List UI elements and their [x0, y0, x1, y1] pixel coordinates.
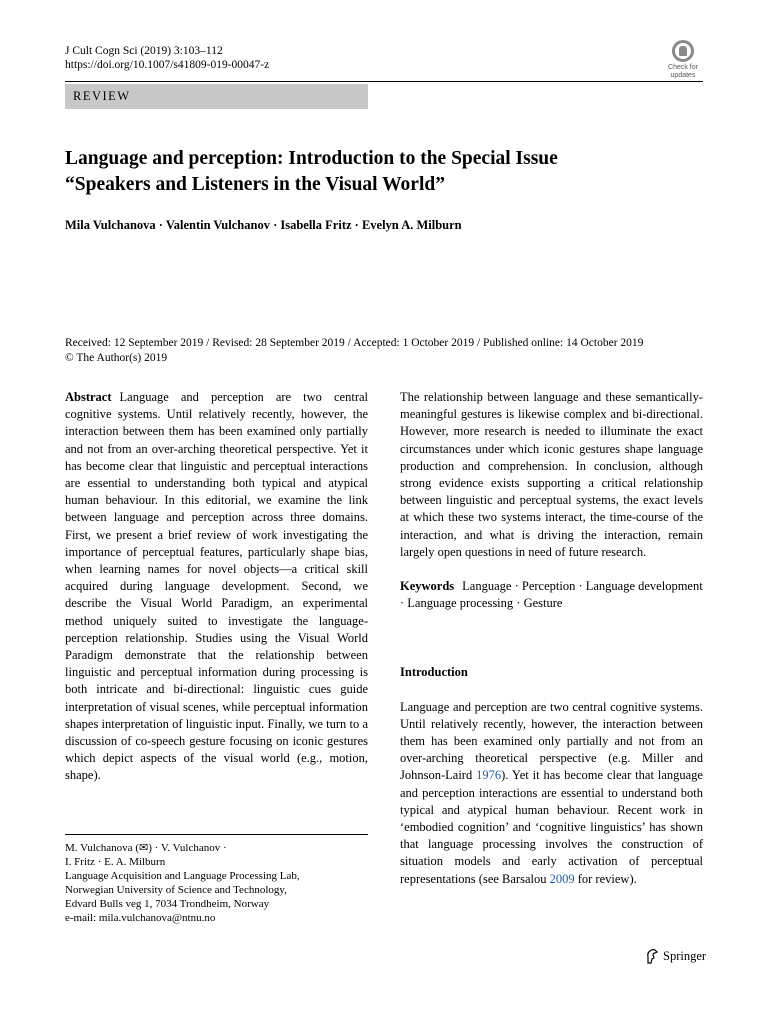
- author-list: Mila Vulchanova · Valentin Vulchanov · Isabella Fritz · Evelyn A. Milburn: [65, 218, 462, 232]
- footnote-line: I. Fritz · E. A. Milburn: [65, 856, 166, 868]
- footnote-line: Language Acquisition and Language Processing Lab,: [65, 870, 300, 882]
- copyright: © The Author(s) 2019: [65, 352, 168, 364]
- journal-citation: [65, 44, 269, 72]
- header-rule: [65, 81, 703, 82]
- history-dates: Received: 12 September 2019 / Revised: 28 September 2019 / Accepted: 1 October 2019 / Published online: 14 October 2019: [65, 337, 644, 349]
- check-for-updates-badge[interactable]: [660, 40, 706, 80]
- footnote-line: Norwegian University of Science and Technology,: [65, 884, 287, 896]
- keywords-text: Language · Perception · Language development · Language processing · Gesture: [400, 579, 703, 611]
- footnote-line: Edvard Bulls veg 1, 7034 Trondheim, Norway: [65, 898, 270, 910]
- doi-link[interactable]: https://doi.org/10.1007/s41809-019-00047-z: [65, 59, 270, 71]
- journal-line: J Cult Cogn Sci (2019) 3:103–112: [65, 45, 223, 57]
- abstract-continued: The relationship between language and these semantically-meaningful gestures is likewise complex and bi-directional. However, more research is needed to illuminate the exact circumstances under which iconic gestures shape language production and comprehension. In conclusion, although strong evidence exists supporting a critical relationship between linguistic and perceptual systems, the exact levels at which these two systems interact, the time-course of the interaction, and what is driving the interaction, remain largely open questions in need of future research.: [400, 390, 703, 559]
- publisher-logo: [645, 948, 706, 964]
- left-column: [65, 389, 368, 785]
- introduction-paragraph: [400, 699, 703, 888]
- citation-link[interactable]: 2009: [549, 871, 575, 886]
- abstract: [65, 389, 368, 785]
- intro-text-2: ). Yet it has become clear that language and perception interactions are essential to understand both typical and atypical human behaviour. Recent work in ‘embodied cognition’ and ‘cognitive linguistics’ has shown that language processing involves the construction of situation models and early activation of perceptual representations (see Barsalou: [400, 768, 703, 886]
- footnote-rule: [65, 834, 368, 835]
- publication-dates: [65, 336, 705, 366]
- article-title: [65, 146, 705, 198]
- email-link[interactable]: e-mail: mila.vulchanova@ntnu.no: [65, 912, 216, 924]
- intro-text-3: for review).: [574, 871, 637, 886]
- author-affiliation-footnote: [65, 841, 368, 925]
- check-updates-line2: updates: [670, 72, 696, 79]
- title-line-2: “Speakers and Listeners in the Visual World”: [65, 174, 445, 195]
- title-line-1: Language and perception: Introduction to the Special Issue: [65, 148, 558, 169]
- abstract-text: Language and perception are two central cognitive systems. Until relatively recently, however, the interaction between them has been examined only partially and not from an over-arching theoretical perspective. Yet it has become clear that linguistic and perceptual interactions are essential to understanding both typical and atypical human behaviour. In this editorial, we examine the link between language and perception across three domains. First, we present a brief review of work investigating the importance of perceptual features, particularly shape bias, when learning names for novel objects—a critical skill acquired during language development. Second, we describe the Visual World Paradigm, an experimental method uniquely suited to investigate the language-perception relationship. Studies using the Visual World Paradigm demonstrate that the relationship between linguistic and perceptual information during processing is both intricate and bi-directional: linguistic cues guide interpretation of visual scenes, while perceptual information shapes interpretation of linguistic input. Finally, we turn to a discussion of co-speech gesture focusing on iconic gestures which depict aspects of the visual world (e.g., motion, shape).: [65, 390, 368, 783]
- abstract-heading: Abstract: [65, 390, 112, 404]
- keywords: [400, 578, 703, 612]
- citation-link[interactable]: 1976: [476, 768, 502, 783]
- introduction-heading: Introduction: [400, 665, 468, 680]
- publisher-name: Springer: [663, 948, 707, 963]
- keywords-heading: Keywords: [400, 579, 455, 594]
- intro-text-1: Language and perception are two central cognitive systems. Until relatively recently, however, the interaction between them has been examined only partially and not from an over-arching theoretical perspective (e.g. Miller and Johnson-Laird: [400, 699, 703, 783]
- section-label: REVIEW: [65, 84, 368, 109]
- bookmark-icon: [672, 40, 694, 62]
- check-updates-line1: Check for: [668, 64, 698, 71]
- right-column: [400, 389, 703, 888]
- springer-horse-icon: [645, 948, 659, 964]
- footnote-line: M. Vulchanova (✉) · V. Vulchanov ·: [65, 842, 227, 854]
